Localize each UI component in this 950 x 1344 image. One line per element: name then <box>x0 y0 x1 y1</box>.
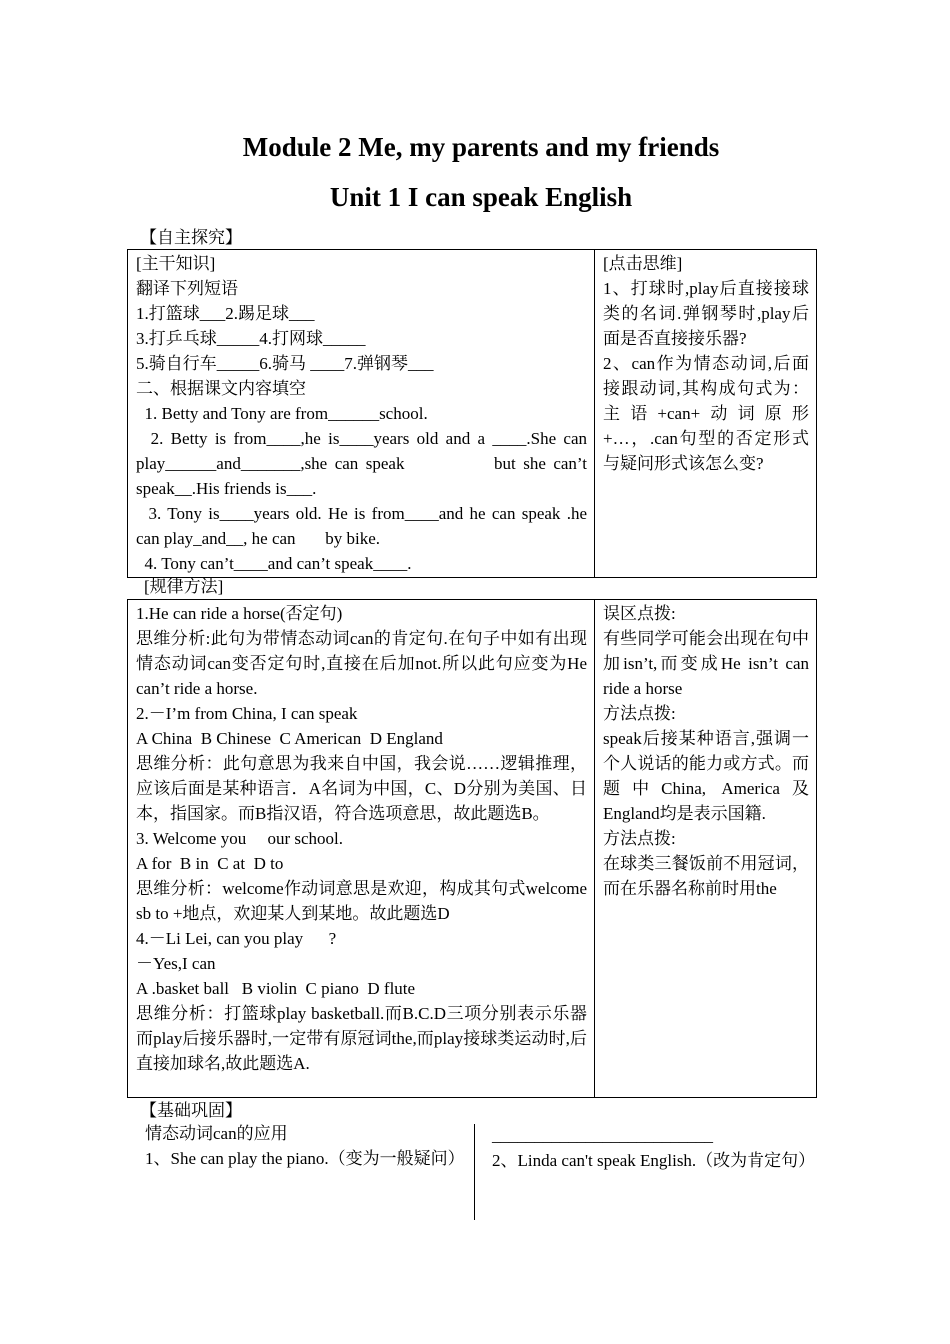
thinking-line: 1、打球时,play后直接接球类的名词.弹钢琴时,play后面是否直接接乐器? <box>603 279 809 348</box>
knowledge-header: [主干知识] <box>136 254 216 273</box>
knowledge-line: 翻译下列短语 <box>136 279 238 298</box>
methods-line: 思维分析：打篮球play basketball.而B.C.D三项分别表示乐器而play后接乐器时,一定带有原冠词the,而play接球类运动时,后直接加球名,故此题选A. <box>136 1004 587 1073</box>
methods-table <box>127 599 817 1098</box>
column-divider <box>474 1124 475 1220</box>
methods-line: 1.He can ride a horse(否定句) <box>136 604 343 623</box>
knowledge-line: 1. Betty and Tony are from______school. <box>136 404 428 423</box>
thinking-line: 2、can作为情态动词,后面接跟动词,其构成句式为：主语+can+动词原形+…，.can句型的否定形式与疑问形式该怎么变? <box>603 354 809 473</box>
knowledge-line: 4. Tony can’t____and can’t speak____. <box>136 554 412 573</box>
tips-line: 方法点拨: <box>603 829 676 848</box>
knowledge-cell <box>128 250 595 578</box>
knowledge-line: 3.打乒乓球_____4.打网球_____ <box>136 329 366 348</box>
methods-line: 3. Welcome you our school. <box>136 829 344 848</box>
practice-heading: 情态动词can的应用 <box>145 1124 288 1143</box>
knowledge-line: 1.打篮球___2.踢足球___ <box>136 304 315 323</box>
methods-cell <box>128 600 595 1098</box>
tips-line: speak后接某种语言,强调一个人说话的能力或方式。而题中China, America及England均是表示国籍. <box>603 729 809 823</box>
tips-line: 在球类三餐饭前不用冠词，而在乐器名称前时用the <box>603 854 809 898</box>
methods-line: 思维分析：welcome作动词意思是欢迎，构成其句式welcome sb to +地点，欢迎某人到某地。故此题选D <box>136 879 587 923</box>
methods-line: 2.－I’m from China, I can speak <box>136 704 358 723</box>
methods-line: －Yes,I can <box>136 954 216 973</box>
methods-line: A for B in C at D to <box>136 854 284 873</box>
practice-item-1: 1、She can play the piano.（变为一般疑问） <box>145 1149 465 1168</box>
page-subtitle: Unit 1 I can speak English <box>329 182 633 212</box>
knowledge-line: 2. Betty is from____,he is____years old and a ____.She can play______and_______,she can speak but she can’t speak__.His friends is___. <box>136 429 592 498</box>
tips-line: 误区点拨: <box>603 604 676 623</box>
knowledge-line: 二、根据课文内容填空 <box>136 379 306 398</box>
answer-blank: __________________________ <box>492 1126 713 1145</box>
tips-line: 有些同学可能会出现在句中加isn’t,而变成He isn’t can ride a horse <box>603 629 809 698</box>
methods-line: 思维分析：此句意思为我来自中国，我会说……逻辑推理，应该后面是某种语言．A名词为中国，C、D分别为美国、日本，指国家。而B指汉语，符合选项意思，故此题选B。 <box>136 754 587 823</box>
thinking-cell <box>595 250 817 578</box>
knowledge-line: 3. Tony is____years old. He is from____and he can speak .he can play_and__, he can by bike. <box>136 504 592 548</box>
section-label-methods: [规律方法] <box>144 577 224 596</box>
page-title: Module 2 Me, my parents and my friends <box>242 132 720 162</box>
thinking-header: [点击思维] <box>603 254 683 273</box>
tips-line: 方法点拨: <box>603 704 676 723</box>
methods-line: A China B Chinese C American D England <box>136 729 443 748</box>
knowledge-line: 5.骑自行车_____6.骑马 ____7.弹钢琴___ <box>136 354 434 373</box>
section-label-practice: 【基础巩固】 <box>140 1101 242 1120</box>
methods-line: 4.－Li Lei, can you play ? <box>136 929 337 948</box>
practice-left <box>145 1121 465 1171</box>
practice-right <box>492 1123 816 1173</box>
practice-item-2: 2、Linda can't speak English.（改为肯定句） <box>492 1151 816 1170</box>
methods-line: A .basket ball B violin C piano D flute <box>136 979 416 998</box>
methods-line: 思维分析:此句为带情态动词can的肯定句.在句子中如有出现情态动词can变否定句时,直接在后加not.所以此句应变为He can’t ride a horse. <box>136 629 587 698</box>
explore-table <box>127 249 817 578</box>
tips-cell <box>595 600 817 1098</box>
section-label-explore: 【自主探究】 <box>140 228 242 247</box>
